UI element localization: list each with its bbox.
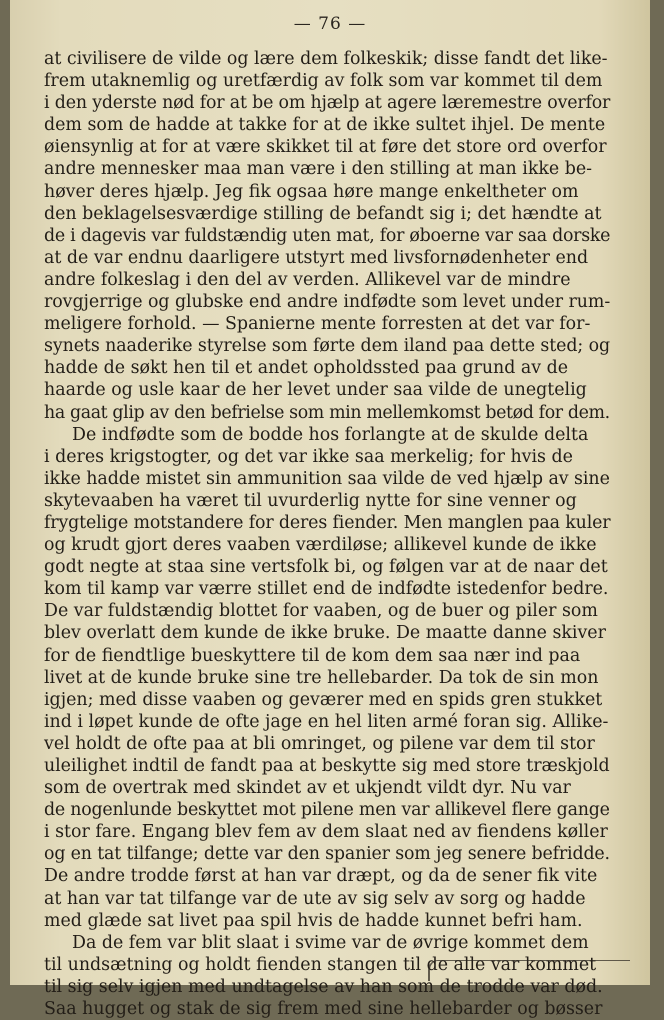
text-line: dem som de hadde at takke for at de ikke sultet ihjel. De mente <box>44 115 606 136</box>
text-line: frygtelige motstandere for deres fiender. Men manglen paa kuler <box>44 512 611 533</box>
book-page <box>10 0 650 1020</box>
text-line: De andre trodde først at han var dræpt, og da de sener fik vite <box>44 866 598 887</box>
text-line: at de var endnu daarligere utstyrt med livsfornødenheter end <box>44 247 589 268</box>
text-line: i deres krigstogter, og det var ikke saa merkelig; for hvis de <box>44 446 573 467</box>
text-line: Saa hugget og stak de sig frem med sine hellebarder og bøsser <box>44 999 603 1020</box>
text-line: haarde og usle kaar de her levet under saa vilde de unegtelig <box>44 380 587 401</box>
text-line: og krudt gjort deres vaaben værdiløse; allikevel kunde de ikke <box>44 535 597 556</box>
text-line: og en tat tilfange; dette var den spanier som jeg senere befridde. <box>44 844 610 865</box>
text-line: den beklagelsesværdige stilling de befandt sig i; det hændte at <box>44 203 602 224</box>
text-line: andre mennesker maa man være i den stilling at man ikke be- <box>44 159 593 180</box>
text-line: De var fuldstændig blottet for vaaben, og de buer og piler som <box>44 601 598 622</box>
text-line: ind i løpet kunde de ofte jage en hel liten armé foran sig. Allike- <box>44 711 609 732</box>
text-line: ikke hadde mistet sin ammunition saa vilde de ved hjælp av sine <box>44 468 610 489</box>
text-line: andre folkeslag i den del av verden. Allikevel var de mindre <box>44 269 571 290</box>
text-line: til undsætning og holdt fienden stangen til de alle var kommet <box>44 954 597 975</box>
text-line: de i dagevis var fuldstændig uten mat, for øboerne var saa dorske <box>44 225 611 246</box>
text-line: øiensynlig at for at være skikket til at føre det store ord overfor <box>44 137 607 158</box>
text-line: de nogenlunde beskyttet mot pilene men var allikevel flere gange <box>44 800 610 821</box>
text-line: rovgjerrige og glubske end andre indfødte som levet under rum- <box>44 292 611 313</box>
text-line: i den yderste nød for at be om hjælp at agere læremestre overfor <box>44 93 611 114</box>
text-line: godt negte at staa sine vertsfolk bi, og følgen var at de naar det <box>44 557 608 578</box>
text-line: vel holdt de ofte paa at bli omringet, og pilene var dem til stor <box>44 733 595 754</box>
page-number: — 76 — <box>293 14 367 34</box>
text-line: ha gaat glip av den befrielse som min mellemkomst betød for dem. <box>44 402 610 423</box>
text-line: De indfødte som de bodde hos forlangte at de skulde delta <box>72 424 589 445</box>
text-line: igjen; med disse vaaben og geværer med en spids gren stukket <box>44 689 603 710</box>
text-line: for de fiendtlige bueskyttere til de kom dem saa nær ind paa <box>44 645 581 666</box>
text-line: synets naaderike styrelse som førte dem iland paa dette sted; og <box>44 336 611 357</box>
text-line: til sig selv igjen med undtagelse av han som de trodde var død. <box>44 976 603 997</box>
body-text <box>44 48 610 1020</box>
text-line: med glæde sat livet paa spil hvis de hadde kunnet befri ham. <box>44 910 583 931</box>
text-line: at han var tat tilfange var de ute av sig selv av sorg og hadde <box>44 888 586 909</box>
text-line: høver deres hjælp. Jeg fik ogsaa høre mange enkeltheter om <box>44 181 579 202</box>
text-line: livet at de kunde bruke sine tre hellebarder. Da tok de sin mon <box>44 667 599 688</box>
text-line: blev overlatt dem kunde de ikke bruke. De maatte danne skiver <box>44 623 606 644</box>
text-line: uleilighet indtil de fandt paa at beskytte sig med store træskjold <box>44 756 610 776</box>
text-line: skytevaaben ha været til uvurderlig nytte for sine venner og <box>44 490 577 511</box>
text-line: hadde de søkt hen til et andet opholdssted paa grund av de <box>44 358 569 379</box>
text-line: kom til kamp var værre stillet end de indfødte istedenfor bedre. <box>44 579 609 600</box>
text-line: at civilisere de vilde og lære dem folkeskik; disse fandt det like- <box>44 49 608 69</box>
text-line: i stor fare. Engang blev fem av dem slaat ned av fiendens køller <box>44 822 608 843</box>
text-line: frem utaknemlig og uretfærdig av folk som var kommet til dem <box>44 71 603 92</box>
text-line: meligere forhold. — Spanierne mente forresten at det var for- <box>44 314 591 335</box>
text-line: Da de fem var blit slaat i svime var de øvrige kommet dem <box>72 932 589 953</box>
text-line: som de overtrak med skindet av et ukjendt vildt dyr. Nu var <box>44 778 571 799</box>
bottom-ink-mark <box>428 960 630 981</box>
